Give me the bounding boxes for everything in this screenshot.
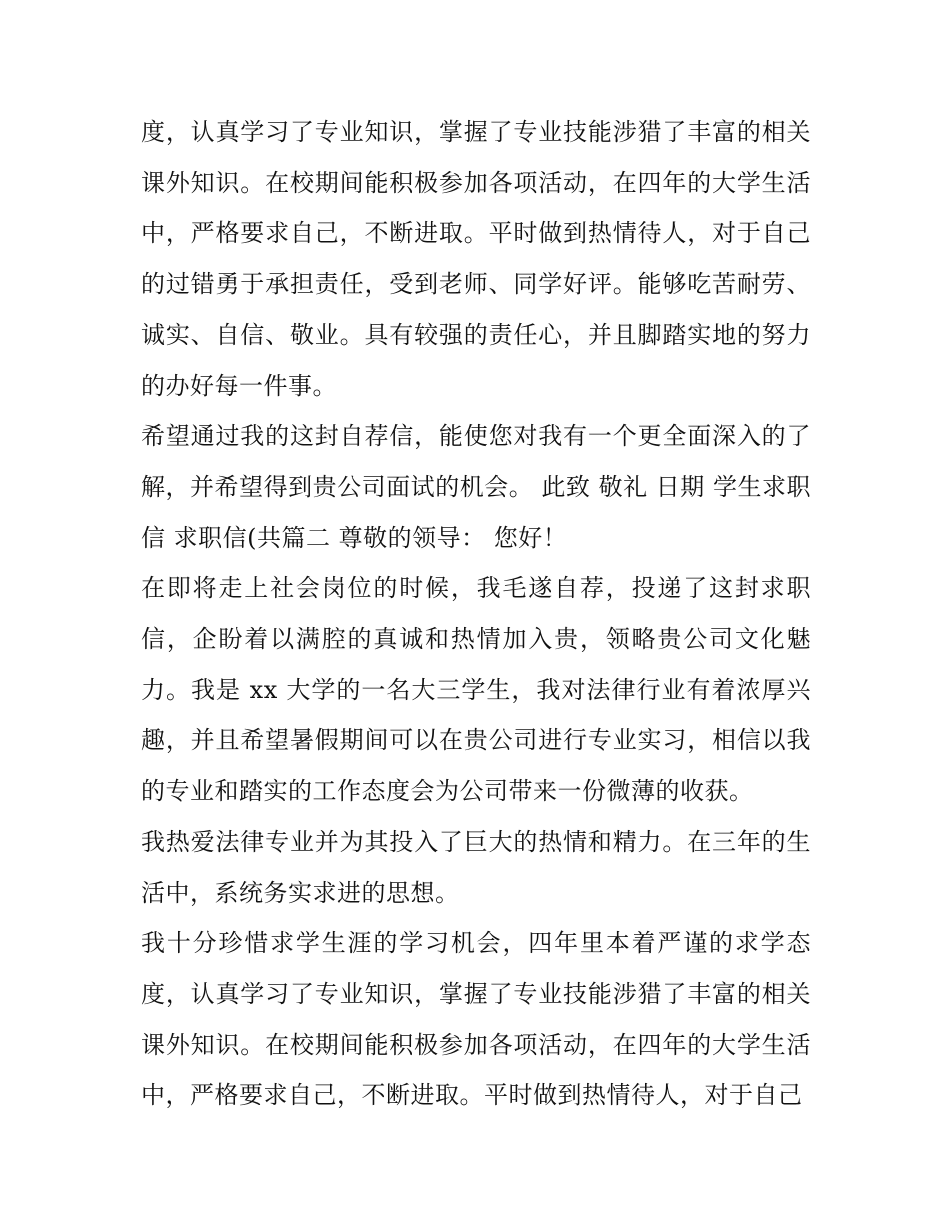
document-body <box>141 107 811 1121</box>
paragraph-5: 我十分珍惜求学生涯的学习机会，四年里本着严谨的求学态度，认真学习了专业知识，掌握了专业技能涉猎了丰富的相关课外知识。在校期间能积极参加各项活动，在四年的大学生活中，严格要求自己，不断进取。平时做到热情待人，对于自己 <box>141 929 811 1110</box>
paragraph-1: 度，认真学习了专业知识，掌握了专业技能涉猎了丰富的相关课外知识。在校期间能积极参加各项活动，在四年的大学生活中，严格要求自己，不断进取。平时做到热情待人，对于自己的过错勇于承担责任，受到老师、同学好评。能够吃苦耐劳、诚实、自信、敬业。具有较强的责任心，并且脚踏实地的努力的办好每一件事。 <box>141 118 811 400</box>
paragraph-3: 在即将走上社会岗位的时候，我毛遂自荐，投递了这封求职信，企盼着以满腔的真诚和热情加入贵，领略贵公司文化魅力。我是 xx 大学的一名大三学生，我对法律行业有着浓厚兴趣，并且希望暑假期间可以在贵公司进行专业实习，相信以我的专业和踏实的工作态度会为公司带来一份微薄的收获。 <box>141 574 811 806</box>
paragraph-2: 希望通过我的这封自荐信，能使您对我有一个更全面深入的了解，并希望得到贵公司面试的机会。 此致 敬礼 日期 学生求职信 求职信(共篇二 尊敬的领导： 您好！ <box>141 422 811 552</box>
paragraph-4: 我热爱法律专业并为其投入了巨大的热情和精力。在三年的生活中，系统务实求进的思想。 <box>141 827 811 907</box>
